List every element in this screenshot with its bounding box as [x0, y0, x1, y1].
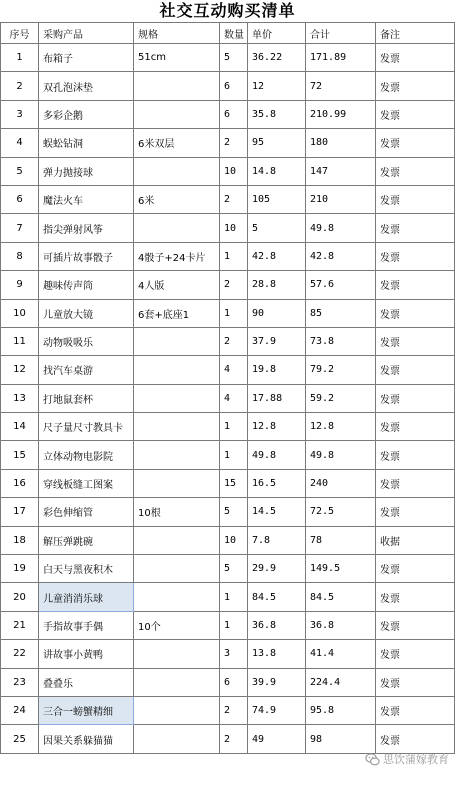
cell-product[interactable]: 穿线板缝工图案	[39, 469, 134, 497]
cell-product[interactable]: 彩色伸缩管	[39, 498, 134, 526]
cell-no[interactable]: 22	[1, 640, 39, 668]
cell-total[interactable]: 210.99	[306, 100, 376, 128]
cell-product[interactable]: 立体动物电影院	[39, 441, 134, 469]
cell-note[interactable]: 收据	[376, 526, 455, 554]
cell-spec[interactable]	[134, 157, 220, 185]
cell-no[interactable]: 4	[1, 129, 39, 157]
cell-total[interactable]: 85	[306, 299, 376, 327]
cell-price[interactable]: 105	[248, 185, 306, 213]
cell-price[interactable]: 84.5	[248, 583, 306, 611]
cell-note[interactable]: 发票	[376, 725, 455, 753]
cell-no[interactable]: 9	[1, 271, 39, 299]
table-row	[1, 100, 455, 128]
cell-product[interactable]: 布箱子	[39, 44, 134, 72]
cell-no[interactable]: 8	[1, 242, 39, 270]
cell-total[interactable]: 84.5	[306, 583, 376, 611]
cell-qty[interactable]: 5	[220, 498, 248, 526]
cell-spec[interactable]	[134, 214, 220, 242]
cell-note[interactable]: 发票	[376, 129, 455, 157]
cell-price[interactable]: 17.88	[248, 384, 306, 412]
cell-spec[interactable]	[134, 384, 220, 412]
table-row	[1, 498, 455, 526]
cell-product[interactable]: 魔法火车	[39, 185, 134, 213]
table-row	[1, 185, 455, 213]
cell-product[interactable]: 因果关系躲猫猫	[39, 725, 134, 753]
cell-qty[interactable]: 10	[220, 526, 248, 554]
cell-spec[interactable]	[134, 526, 220, 554]
cell-no[interactable]: 6	[1, 185, 39, 213]
header-total[interactable]: 合计	[306, 23, 376, 44]
cell-qty[interactable]: 2	[220, 696, 248, 724]
cell-no[interactable]: 17	[1, 498, 39, 526]
table-row	[1, 356, 455, 384]
cell-total[interactable]: 98	[306, 725, 376, 753]
cell-spec[interactable]	[134, 356, 220, 384]
header-spec[interactable]: 规格	[134, 23, 220, 44]
cell-product[interactable]: 双孔泡沫垫	[39, 72, 134, 100]
table-row	[1, 299, 455, 327]
cell-qty[interactable]: 1	[220, 441, 248, 469]
cell-price[interactable]: 5	[248, 214, 306, 242]
cell-qty[interactable]: 2	[220, 725, 248, 753]
cell-price[interactable]: 35.8	[248, 100, 306, 128]
cell-spec[interactable]	[134, 725, 220, 753]
cell-qty[interactable]: 6	[220, 72, 248, 100]
cell-total[interactable]: 95.8	[306, 696, 376, 724]
cell-price[interactable]: 29.9	[248, 555, 306, 583]
cell-product[interactable]: 讲故事小黄鸭	[39, 640, 134, 668]
cell-price[interactable]: 14.5	[248, 498, 306, 526]
cell-no[interactable]: 18	[1, 526, 39, 554]
cell-no[interactable]: 1	[1, 44, 39, 72]
cell-note[interactable]: 发票	[376, 469, 455, 497]
table-row	[1, 384, 455, 412]
cell-total[interactable]: 73.8	[306, 327, 376, 355]
cell-note[interactable]: 发票	[376, 611, 455, 639]
cell-product[interactable]: 儿童消消乐球	[39, 583, 134, 611]
cell-qty[interactable]: 2	[220, 129, 248, 157]
watermark	[365, 751, 449, 767]
cell-product[interactable]: 动物吸吸乐	[39, 327, 134, 355]
table-row	[1, 611, 455, 639]
cell-no[interactable]: 16	[1, 469, 39, 497]
cell-total[interactable]: 41.4	[306, 640, 376, 668]
cell-total[interactable]: 57.6	[306, 271, 376, 299]
cell-qty[interactable]: 5	[220, 555, 248, 583]
cell-total[interactable]: 147	[306, 157, 376, 185]
cell-no[interactable]: 5	[1, 157, 39, 185]
cell-no[interactable]: 2	[1, 72, 39, 100]
cell-qty[interactable]: 5	[220, 44, 248, 72]
cell-price[interactable]: 90	[248, 299, 306, 327]
cell-price[interactable]: 49.8	[248, 441, 306, 469]
cell-total[interactable]: 72	[306, 72, 376, 100]
cell-note[interactable]: 发票	[376, 157, 455, 185]
cell-price[interactable]: 39.9	[248, 668, 306, 696]
cell-product[interactable]: 手指故事手偶	[39, 611, 134, 639]
cell-note[interactable]: 发票	[376, 185, 455, 213]
cell-spec[interactable]	[134, 696, 220, 724]
table-row	[1, 242, 455, 270]
cell-spec[interactable]: 4骰子+24卡片	[134, 242, 220, 270]
cell-qty[interactable]: 1	[220, 583, 248, 611]
cell-note[interactable]: 发票	[376, 299, 455, 327]
cell-spec[interactable]	[134, 441, 220, 469]
cell-spec[interactable]	[134, 100, 220, 128]
header-price[interactable]: 单价	[248, 23, 306, 44]
cell-total[interactable]: 171.89	[306, 44, 376, 72]
table-row	[1, 327, 455, 355]
cell-spec[interactable]	[134, 469, 220, 497]
cell-total[interactable]: 59.2	[306, 384, 376, 412]
cell-price[interactable]: 14.8	[248, 157, 306, 185]
cell-note[interactable]: 发票	[376, 214, 455, 242]
cell-product[interactable]: 三合一螃蟹精细	[39, 696, 134, 724]
cell-product[interactable]: 多彩企鹅	[39, 100, 134, 128]
cell-no[interactable]: 12	[1, 356, 39, 384]
cell-price[interactable]: 49	[248, 725, 306, 753]
cell-no[interactable]: 25	[1, 725, 39, 753]
cell-product[interactable]: 尺子量尺寸教具卡	[39, 413, 134, 441]
cell-no[interactable]: 19	[1, 555, 39, 583]
cell-note[interactable]: 发票	[376, 583, 455, 611]
cell-note[interactable]: 发票	[376, 271, 455, 299]
cell-total[interactable]: 49.8	[306, 441, 376, 469]
cell-no[interactable]: 10	[1, 299, 39, 327]
cell-qty[interactable]: 10	[220, 157, 248, 185]
cell-total[interactable]: 78	[306, 526, 376, 554]
cell-spec[interactable]: 6米	[134, 185, 220, 213]
cell-spec[interactable]	[134, 413, 220, 441]
cell-spec[interactable]	[134, 583, 220, 611]
cell-qty[interactable]: 10	[220, 214, 248, 242]
cell-no[interactable]: 24	[1, 696, 39, 724]
cell-spec[interactable]	[134, 668, 220, 696]
header-note[interactable]: 备注	[376, 23, 455, 44]
cell-qty[interactable]: 2	[220, 271, 248, 299]
cell-product[interactable]: 儿童放大镜	[39, 299, 134, 327]
cell-note[interactable]: 发票	[376, 44, 455, 72]
cell-total[interactable]: 49.8	[306, 214, 376, 242]
cell-product[interactable]: 趣味传声筒	[39, 271, 134, 299]
cell-total[interactable]: 12.8	[306, 413, 376, 441]
cell-no[interactable]: 20	[1, 583, 39, 611]
table-row	[1, 413, 455, 441]
cell-price[interactable]: 16.5	[248, 469, 306, 497]
table-row	[1, 469, 455, 497]
cell-no[interactable]: 13	[1, 384, 39, 412]
cell-note[interactable]: 发票	[376, 555, 455, 583]
cell-product[interactable]: 弹力抛接球	[39, 157, 134, 185]
cell-total[interactable]: 36.8	[306, 611, 376, 639]
table-row	[1, 526, 455, 554]
sheet-title: 社交互动购买清单	[159, 1, 296, 20]
cell-qty[interactable]: 6	[220, 100, 248, 128]
cell-price[interactable]: 12.8	[248, 413, 306, 441]
cell-spec[interactable]	[134, 555, 220, 583]
table-row	[1, 271, 455, 299]
cell-product[interactable]: 找汽车桌游	[39, 356, 134, 384]
cell-product[interactable]: 叠叠乐	[39, 668, 134, 696]
cell-spec[interactable]	[134, 327, 220, 355]
table-row	[1, 640, 455, 668]
cell-qty[interactable]: 6	[220, 668, 248, 696]
cell-note[interactable]: 发票	[376, 441, 455, 469]
table-row	[1, 214, 455, 242]
cell-price[interactable]: 12	[248, 72, 306, 100]
cell-spec[interactable]: 10根	[134, 498, 220, 526]
header-row	[1, 23, 455, 44]
cell-no[interactable]: 23	[1, 668, 39, 696]
cell-product[interactable]: 蜈蚣钻洞	[39, 129, 134, 157]
cell-qty[interactable]: 1	[220, 299, 248, 327]
cell-total[interactable]: 224.4	[306, 668, 376, 696]
cell-price[interactable]: 7.8	[248, 526, 306, 554]
header-qty[interactable]: 数量	[220, 23, 248, 44]
cell-total[interactable]: 79.2	[306, 356, 376, 384]
cell-price[interactable]: 28.8	[248, 271, 306, 299]
cell-spec[interactable]	[134, 72, 220, 100]
cell-spec[interactable]: 4人版	[134, 271, 220, 299]
cell-qty[interactable]: 2	[220, 185, 248, 213]
cell-no[interactable]: 3	[1, 100, 39, 128]
cell-qty[interactable]: 1	[220, 413, 248, 441]
cell-no[interactable]: 14	[1, 413, 39, 441]
cell-note[interactable]: 发票	[376, 668, 455, 696]
cell-price[interactable]: 36.22	[248, 44, 306, 72]
cell-qty[interactable]: 1	[220, 611, 248, 639]
cell-note[interactable]: 发票	[376, 100, 455, 128]
cell-note[interactable]: 发票	[376, 356, 455, 384]
cell-note[interactable]: 发票	[376, 72, 455, 100]
cell-price[interactable]: 95	[248, 129, 306, 157]
cell-note[interactable]: 发票	[376, 696, 455, 724]
table-row	[1, 129, 455, 157]
cell-spec[interactable]: 6米双层	[134, 129, 220, 157]
cell-product[interactable]: 可插片故事骰子	[39, 242, 134, 270]
cell-total[interactable]: 240	[306, 469, 376, 497]
cell-price[interactable]: 37.9	[248, 327, 306, 355]
cell-note[interactable]: 发票	[376, 413, 455, 441]
cell-price[interactable]: 74.9	[248, 696, 306, 724]
purchase-table	[0, 22, 455, 754]
cell-no[interactable]: 11	[1, 327, 39, 355]
cell-total[interactable]: 149.5	[306, 555, 376, 583]
table-row	[1, 44, 455, 72]
cell-note[interactable]: 发票	[376, 384, 455, 412]
cell-spec[interactable]: 51cm	[134, 44, 220, 72]
cell-total[interactable]: 210	[306, 185, 376, 213]
cell-total[interactable]: 72.5	[306, 498, 376, 526]
table-row	[1, 441, 455, 469]
cell-no[interactable]: 7	[1, 214, 39, 242]
cell-note[interactable]: 发票	[376, 640, 455, 668]
cell-price[interactable]: 19.8	[248, 356, 306, 384]
wechat-icon	[365, 752, 380, 767]
cell-price[interactable]: 42.8	[248, 242, 306, 270]
cell-note[interactable]: 发票	[376, 242, 455, 270]
header-product[interactable]: 采购产品	[39, 23, 134, 44]
watermark-text: 思饮蒲嫁教育	[383, 753, 449, 766]
table-row	[1, 555, 455, 583]
header-no[interactable]: 序号	[1, 23, 39, 44]
cell-spec[interactable]: 6套+底座1	[134, 299, 220, 327]
cell-price[interactable]: 36.8	[248, 611, 306, 639]
table-row	[1, 72, 455, 100]
cell-qty[interactable]: 3	[220, 640, 248, 668]
cell-qty[interactable]: 2	[220, 327, 248, 355]
table-row	[1, 583, 455, 611]
cell-product[interactable]: 指尖弹射风筝	[39, 214, 134, 242]
cell-qty[interactable]: 4	[220, 356, 248, 384]
cell-no[interactable]: 21	[1, 611, 39, 639]
table-row	[1, 696, 455, 724]
cell-note[interactable]: 发票	[376, 498, 455, 526]
cell-total[interactable]: 42.8	[306, 242, 376, 270]
table-row	[1, 157, 455, 185]
cell-no[interactable]: 15	[1, 441, 39, 469]
cell-total[interactable]: 180	[306, 129, 376, 157]
table-row	[1, 668, 455, 696]
cell-qty[interactable]: 15	[220, 469, 248, 497]
table-row	[1, 725, 455, 753]
cell-price[interactable]: 13.8	[248, 640, 306, 668]
cell-spec[interactable]	[134, 640, 220, 668]
cell-qty[interactable]: 1	[220, 242, 248, 270]
cell-product[interactable]: 解压弹跳碗	[39, 526, 134, 554]
cell-note[interactable]: 发票	[376, 327, 455, 355]
cell-spec[interactable]: 10个	[134, 611, 220, 639]
cell-qty[interactable]: 4	[220, 384, 248, 412]
cell-product[interactable]: 白天与黑夜积木	[39, 555, 134, 583]
cell-product[interactable]: 打地鼠套杯	[39, 384, 134, 412]
